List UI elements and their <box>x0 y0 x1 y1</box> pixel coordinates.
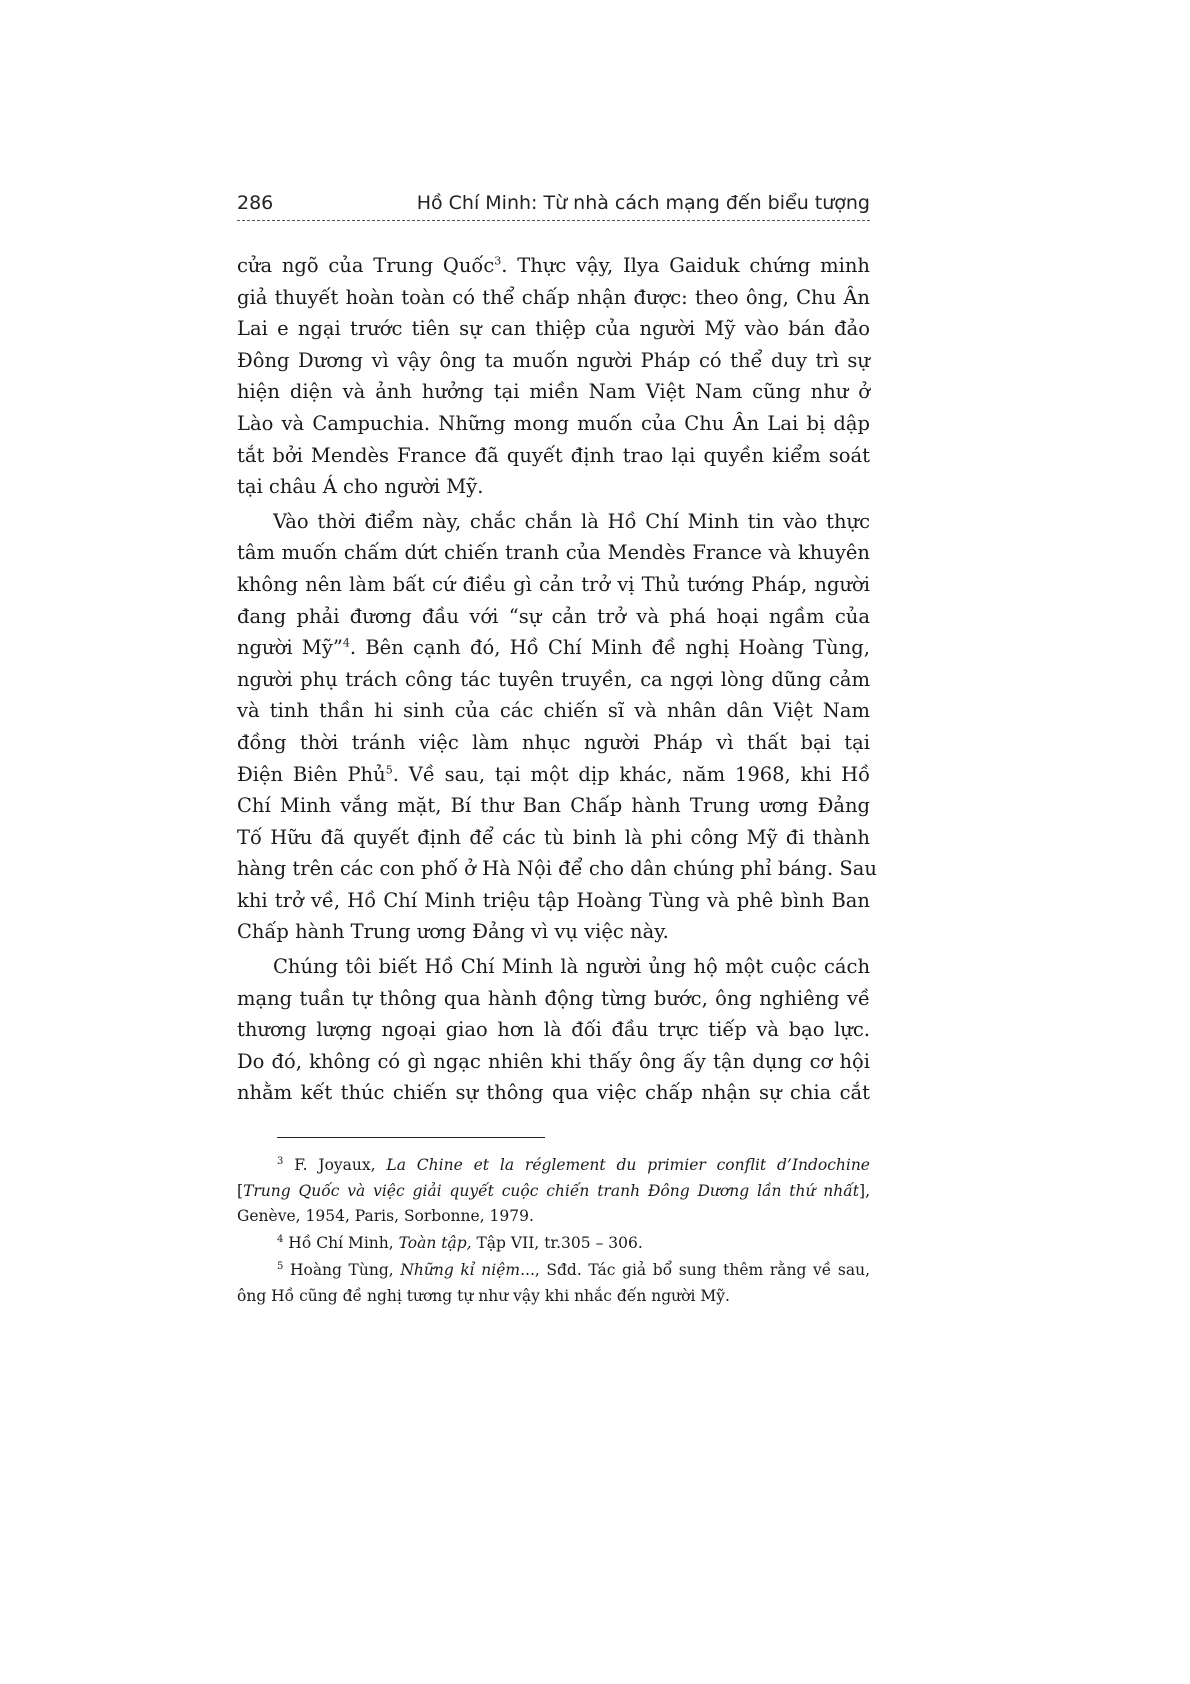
footnote <box>237 1231 870 1257</box>
text-segment: đồng thời tránh việc làm nhục người Pháp vì thất bại tại <box>237 730 870 754</box>
running-header <box>237 192 870 221</box>
text-segment: nhằm kết thúc chiến sự thông qua việc chấp nhận sự chia cắt <box>237 1081 870 1105</box>
text-segment: ..., Sđd. Tác giả bổ sung thêm rằng về sau, <box>520 1261 870 1279</box>
text-line <box>237 601 870 633</box>
text-segment: Tập VII, tr.305 – 306. <box>471 1234 643 1252</box>
text-segment: giả thuyết hoàn toàn có thể chấp nhận được: theo ông, Chu Ân <box>237 285 870 309</box>
text-segment: Hoàng Tùng, <box>283 1261 401 1279</box>
text-line <box>237 1153 870 1179</box>
text-line <box>237 951 870 983</box>
text-segment: F. Joyaux, <box>283 1156 387 1174</box>
body-text <box>237 250 877 1112</box>
italic-text: Những kỉ niệm <box>400 1261 521 1279</box>
text-segment: Lào và Campuchia. Những mong muốn của Chu Ân Lai bị dập <box>237 411 870 435</box>
paragraph <box>237 951 870 1109</box>
text-line <box>237 853 877 885</box>
text-line <box>237 727 870 759</box>
text-line <box>237 1077 870 1109</box>
text-line <box>237 440 870 472</box>
text-segment: . Thực vậy, Ilya Gaiduk chứng minh <box>501 254 870 277</box>
text-segment: không nên làm bất cứ điều gì cản trở vị Thủ tướng Pháp, người <box>237 572 870 596</box>
running-title: Hồ Chí Minh: Từ nhà cách mạng đến biểu tượng <box>416 192 870 214</box>
footnotes <box>237 1153 870 1311</box>
text-segment: Hồ Chí Minh, <box>283 1234 399 1252</box>
text-line <box>237 313 870 345</box>
text-line <box>237 408 870 440</box>
text-line <box>237 282 870 314</box>
paragraph <box>237 506 877 948</box>
italic-text: La Chine et la réglement du primier conflit d’Indochine <box>386 1156 870 1174</box>
text-segment: đang phải đương đầu với “sự cản trở và phá hoại ngầm của <box>237 604 870 628</box>
text-segment: . Về sau, tại một dịp khác, năm 1968, khi Hồ <box>392 762 870 786</box>
text-line <box>237 250 870 282</box>
text-line <box>237 1258 870 1284</box>
text-segment: hàng trên các con phố ở Hà Nội để cho dân chúng phỉ báng. Sau <box>237 857 877 881</box>
text-segment: cửa ngõ của Trung Quốc <box>237 254 495 277</box>
text-segment: mạng tuần tự thông qua hành động từng bước, ông nghiêng về <box>237 986 870 1010</box>
text-line <box>237 569 870 601</box>
text-segment: Chúng tôi biết Hồ Chí Minh là người ủng hộ một cuộc cách <box>273 955 870 979</box>
text-line <box>237 537 870 569</box>
text-line <box>237 345 870 377</box>
footnote-marker: 3 <box>494 254 502 268</box>
text-line <box>237 822 870 854</box>
text-line <box>237 506 870 538</box>
text-segment: khi trở về, Hồ Chí Minh triệu tập Hoàng Tùng và phê bình Ban <box>237 888 870 912</box>
text-segment: Đông Dương vì vậy ông ta muốn người Pháp có thể duy trì sự <box>237 348 870 372</box>
text-line <box>237 695 870 727</box>
text-segment: . Bên cạnh đó, Hồ Chí Minh đề nghị Hoàng Tùng, <box>349 636 870 660</box>
text-line <box>237 632 870 664</box>
text-segment: người Mỹ” <box>237 636 343 660</box>
page-number: 286 <box>237 192 274 214</box>
text-segment: Genève, 1954, Paris, Sorbonne, 1979. <box>237 1207 534 1225</box>
footnote-marker: 4 <box>342 636 350 650</box>
text-line <box>237 1204 870 1230</box>
text-segment: Chấp hành Trung ương Đảng vì vụ việc này. <box>237 920 669 944</box>
text-line <box>237 983 870 1015</box>
text-line <box>237 790 870 822</box>
text-line <box>237 1014 870 1046</box>
text-line <box>237 759 870 791</box>
footnote-separator <box>277 1137 545 1138</box>
text-segment: Vào thời điểm này, chắc chắn là Hồ Chí Minh tin vào thực <box>273 509 870 533</box>
text-segment: ], <box>859 1181 870 1200</box>
text-segment: Tố Hữu đã quyết định để các tù binh là phi công Mỹ đi thành <box>237 825 870 849</box>
text-segment: [ <box>237 1181 244 1200</box>
text-line <box>237 1046 870 1078</box>
paragraph <box>237 250 870 503</box>
text-segment: tắt bởi Mendès France đã quyết định trao lại quyền kiểm soát <box>237 443 870 467</box>
text-segment: tại châu Á cho người Mỹ. <box>237 475 484 499</box>
text-segment: người phụ trách công tác tuyên truyền, ca ngợi lòng dũng cảm <box>237 667 870 691</box>
text-line <box>237 1231 870 1257</box>
text-line <box>237 376 870 408</box>
text-segment: Lai e ngại trước tiên sự can thiệp của người Mỹ vào bán đảo <box>237 317 870 341</box>
footnote <box>237 1153 870 1230</box>
text-segment: Điện Biên Phủ <box>237 762 386 786</box>
footnote <box>237 1258 870 1309</box>
footnote-marker: 5 <box>385 763 393 776</box>
text-segment: ông Hồ cũng đề nghị tương tự như vậy khi nhắc đến người Mỹ. <box>237 1286 730 1305</box>
footnote-marker: 3 <box>277 1155 284 1167</box>
footnote-marker: 5 <box>277 1260 284 1272</box>
italic-text: Toàn tập, <box>398 1234 472 1252</box>
text-segment: Chí Minh vắng mặt, Bí thư Ban Chấp hành Trung ương Đảng <box>237 794 870 818</box>
text-segment: tâm muốn chấm dứt chiến tranh của Mendès France và khuyên <box>237 541 870 565</box>
text-line <box>237 1284 870 1310</box>
text-line <box>237 471 870 503</box>
text-segment: và tinh thần hi sinh của các chiến sĩ và nhân dân Việt Nam <box>237 699 870 723</box>
text-line <box>237 885 870 917</box>
italic-text: Trung Quốc và việc giải quyết cuộc chiến tranh Đông Dương lần thứ nhất <box>243 1181 860 1200</box>
text-line <box>237 916 870 948</box>
text-line <box>237 1179 870 1205</box>
text-segment: hiện diện và ảnh hưởng tại miền Nam Việt Nam cũng như ở <box>237 380 870 404</box>
footnote-marker: 4 <box>277 1233 284 1245</box>
text-segment: Do đó, không có gì ngạc nhiên khi thấy ông ấy tận dụng cơ hội <box>237 1049 870 1073</box>
text-line <box>237 664 870 696</box>
text-segment: thương lượng ngoại giao hơn là đối đầu trực tiếp và bạo lực. <box>237 1018 870 1042</box>
